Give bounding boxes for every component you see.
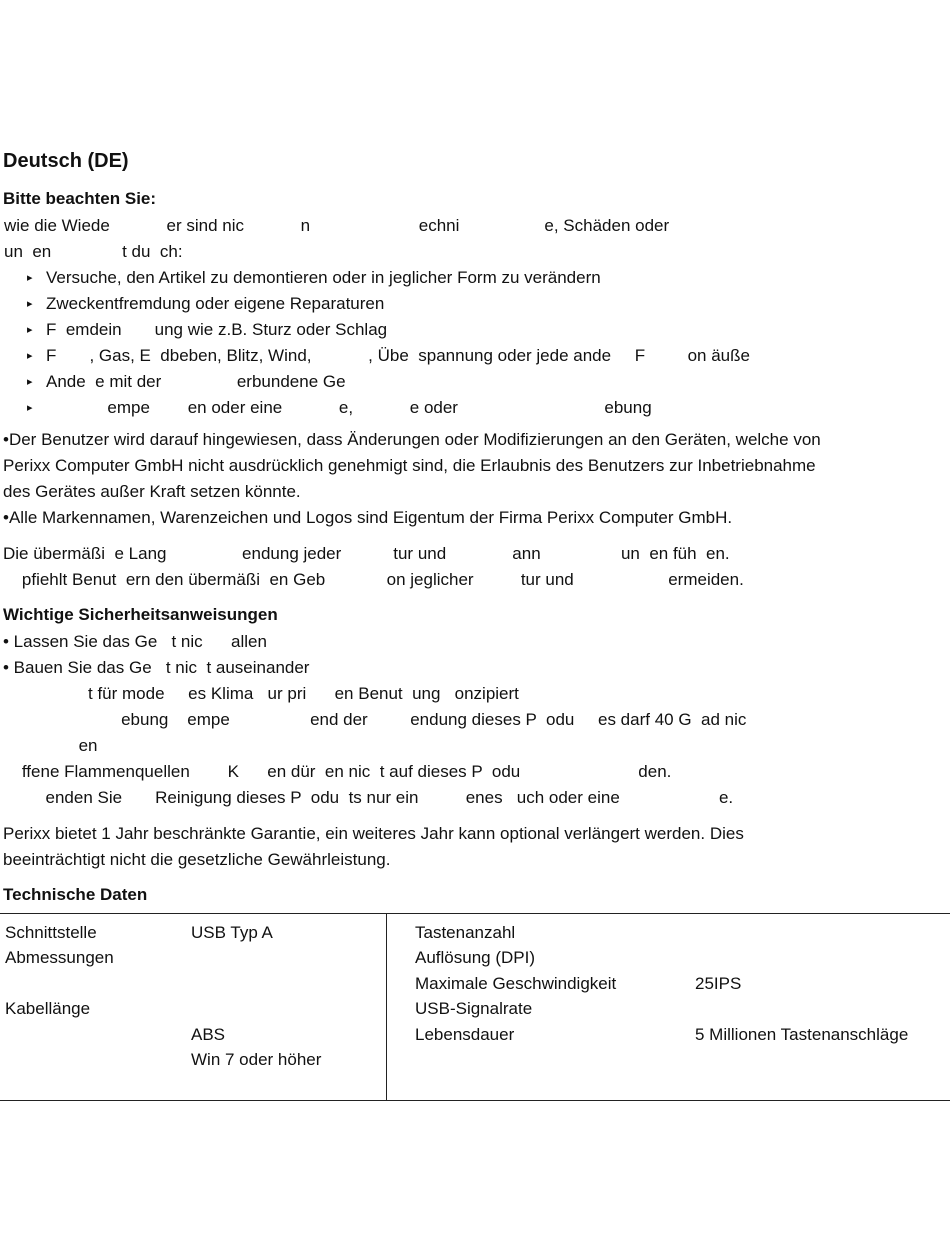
user-notice-line: •Alle Markennamen, Warenzeichen und Logos sind Eigentum der Firma Perixx Computer GmbH. — [3, 508, 733, 527]
language-heading: Deutsch (DE) — [3, 150, 129, 172]
user-notice-line: •Der Benutzer wird darauf hingewiesen, dass Änderungen oder Modifizierungen an den Geräten, welche von — [3, 430, 821, 449]
health-notice-line: pfiehlt Benut ern den übermäßi en Geb on jeglicher tur und ermeiden. — [3, 570, 744, 589]
notice-item: empe en oder eine e, e oder ebung — [46, 398, 652, 417]
safety-line: ebung empe end der endung dieses P odu es darf 40 G ad nic — [3, 710, 747, 729]
triangle-bullet-icon: ▸ — [27, 350, 33, 362]
spec-label: Abmessungen — [5, 948, 114, 967]
safety-line: t für mode es Klima ur pri en Benut ung onzipiert — [3, 684, 519, 703]
warranty-line: Perixx bietet 1 Jahr beschränkte Garantie, ein weiteres Jahr kann optional verlängert werden. Dies — [3, 824, 744, 843]
spec-value: ABS — [191, 1025, 226, 1044]
notice-item: Versuche, den Artikel zu demontieren oder in jeglicher Form zu verändern — [46, 268, 601, 287]
triangle-bullet-icon: ▸ — [27, 272, 33, 284]
spec-value: USB Typ A — [191, 923, 273, 942]
safety-line: en — [3, 736, 98, 755]
notice-item: Zweckentfremdung oder eigene Reparaturen — [46, 294, 385, 313]
safety-line: ffene Flammenquellen K en dür en nic t auf dieses P odu den. — [3, 762, 672, 781]
health-notice-line: Die übermäßi e Lang endung jeder tur und ann un en füh en. — [3, 544, 730, 563]
specs-table-top-border — [0, 913, 950, 914]
spec-label: Kabellänge — [5, 999, 91, 1018]
spec-label: Tastenanzahl — [415, 923, 516, 942]
spec-label: Maximale Geschwindigkeit — [415, 974, 617, 993]
specs-title: Technische Daten — [3, 885, 148, 904]
spec-label: Schnittstelle — [5, 923, 97, 942]
safety-title: Wichtige Sicherheitsanweisungen — [3, 605, 278, 624]
triangle-bullet-icon: ▸ — [27, 298, 33, 310]
notice-intro-line: un en t du ch: — [4, 242, 183, 261]
safety-line: • Lassen Sie das Ge t nic allen — [3, 632, 267, 651]
spec-label: Auflösung (DPI) — [415, 948, 535, 967]
user-notice-line: des Gerätes außer Kraft setzen könnte. — [3, 482, 301, 501]
user-notice-line: Perixx Computer GmbH nicht ausdrücklich genehmigt sind, die Erlaubnis des Benutzers zur Inbetriebnahme — [3, 456, 816, 475]
notice-title: Bitte beachten Sie: — [3, 189, 157, 208]
notice-item: Ande e mit der erbundene Ge — [46, 372, 346, 391]
triangle-bullet-icon: ▸ — [27, 376, 33, 388]
warranty-line: beeinträchtigt nicht die gesetzliche Gewährleistung. — [3, 850, 391, 869]
spec-label: USB-Signalrate — [415, 999, 533, 1018]
spec-value: Win 7 oder höher — [191, 1050, 322, 1069]
spec-value: 25IPS — [695, 974, 742, 993]
spec-value: 5 Millionen Tastenanschläge — [695, 1025, 909, 1044]
notice-intro-line: wie die Wiede er sind nic n echni e, Schäden oder — [4, 216, 670, 235]
spec-label: Lebensdauer — [415, 1025, 515, 1044]
notice-item: F , Gas, E dbeben, Blitz, Wind, , Übe spannung oder jede ande F on äuße — [46, 346, 750, 365]
safety-line: • Bauen Sie das Ge t nic t auseinander — [3, 658, 310, 677]
triangle-bullet-icon: ▸ — [27, 402, 33, 414]
notice-item: F emdein ung wie z.B. Sturz oder Schlag — [46, 320, 388, 339]
specs-table-column-divider — [386, 913, 387, 1101]
safety-line: enden Sie Reinigung dieses P odu ts nur ein enes uch oder eine e. — [3, 788, 734, 807]
specs-table-bottom-border — [0, 1100, 950, 1101]
triangle-bullet-icon: ▸ — [27, 324, 33, 336]
